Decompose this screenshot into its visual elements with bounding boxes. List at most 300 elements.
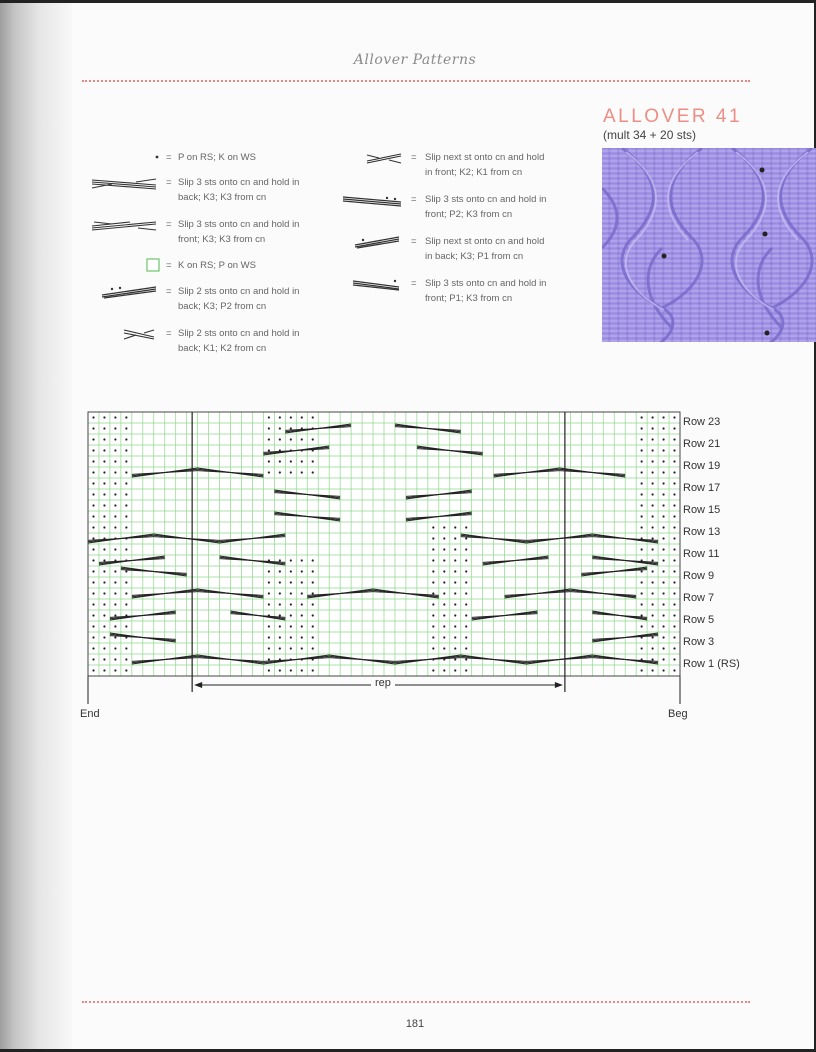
purl-dot bbox=[454, 636, 456, 638]
purl-dot bbox=[301, 581, 303, 583]
purl-dot bbox=[465, 658, 467, 660]
purl-dot bbox=[673, 449, 675, 451]
purl-dot bbox=[125, 570, 127, 572]
purl-dot bbox=[114, 416, 116, 418]
legend-line: back; K3; P2 from cn bbox=[178, 301, 267, 312]
purl-dot bbox=[103, 416, 105, 418]
legend-line: Slip 3 sts onto cn and hold in bbox=[425, 194, 547, 205]
purl-dot bbox=[92, 647, 94, 649]
purl-dot bbox=[268, 581, 270, 583]
purl-dot bbox=[290, 427, 292, 429]
purl-dot bbox=[125, 603, 127, 605]
legend-equals: = bbox=[166, 177, 172, 188]
purl-dot bbox=[125, 416, 127, 418]
purl-dot bbox=[279, 581, 281, 583]
row-label: Row 5 bbox=[683, 614, 715, 626]
purl-dot bbox=[290, 669, 292, 671]
purl-dot bbox=[673, 471, 675, 473]
purl-dot bbox=[641, 647, 643, 649]
purl-dot bbox=[92, 669, 94, 671]
purl-dot bbox=[279, 416, 281, 418]
purl-dot bbox=[312, 614, 314, 616]
purl-dot bbox=[443, 526, 445, 528]
purl-dot bbox=[279, 603, 281, 605]
legend-equals: = bbox=[166, 219, 172, 230]
purl-dot bbox=[651, 460, 653, 462]
purl-dot bbox=[301, 636, 303, 638]
purl-dot bbox=[673, 438, 675, 440]
purl-dot bbox=[125, 647, 127, 649]
purl-dot bbox=[312, 603, 314, 605]
purl-dot bbox=[662, 603, 664, 605]
legend-line: Slip next st onto cn and hold bbox=[425, 236, 545, 247]
purl-dot bbox=[641, 570, 643, 572]
purl-dot bbox=[443, 559, 445, 561]
row-label: Row 1 (RS) bbox=[683, 658, 740, 670]
purl-dot bbox=[125, 515, 127, 517]
legend-line: Slip 2 sts onto cn and hold in bbox=[178, 286, 300, 297]
purl-dot bbox=[125, 504, 127, 506]
purl-dot bbox=[103, 625, 105, 627]
purl-dot bbox=[114, 647, 116, 649]
purl-dot bbox=[465, 647, 467, 649]
purl-dot bbox=[641, 449, 643, 451]
legend-equals: = bbox=[166, 286, 172, 297]
purl-dot bbox=[114, 581, 116, 583]
purl-dot bbox=[443, 570, 445, 572]
purl-dot bbox=[103, 581, 105, 583]
purl-dot bbox=[125, 669, 127, 671]
purl-dot bbox=[432, 526, 434, 528]
purl-dot bbox=[290, 471, 292, 473]
purl-dot bbox=[268, 427, 270, 429]
purl-dot bbox=[673, 570, 675, 572]
purl-dot bbox=[465, 669, 467, 671]
purl-dot bbox=[301, 471, 303, 473]
purl-dot bbox=[92, 504, 94, 506]
purl-dot bbox=[268, 416, 270, 418]
purl-dot bbox=[125, 438, 127, 440]
purl-dot bbox=[92, 570, 94, 572]
legend-line: in front; K2; K1 from cn bbox=[425, 167, 523, 178]
purl-dot bbox=[103, 647, 105, 649]
purl-dot bbox=[662, 592, 664, 594]
purl-dot bbox=[268, 438, 270, 440]
purl-dot bbox=[673, 625, 675, 627]
row-label: Row 9 bbox=[683, 570, 715, 582]
purl-dot bbox=[673, 592, 675, 594]
purl-dot bbox=[662, 438, 664, 440]
purl-dot bbox=[290, 625, 292, 627]
purl-dot bbox=[268, 669, 270, 671]
purl-dot bbox=[290, 614, 292, 616]
purl-dot bbox=[465, 570, 467, 572]
purl-dot bbox=[312, 647, 314, 649]
purl-dot bbox=[301, 614, 303, 616]
purl-dot bbox=[662, 669, 664, 671]
legend-line: Slip 3 sts onto cn and hold in bbox=[425, 278, 547, 289]
purl-dot bbox=[651, 614, 653, 616]
purl-dot bbox=[92, 482, 94, 484]
purl-dot bbox=[279, 427, 281, 429]
legend-line: K on RS; P on WS bbox=[178, 260, 256, 271]
purl-dot bbox=[673, 636, 675, 638]
purl-dot bbox=[432, 647, 434, 649]
purl-dot bbox=[268, 570, 270, 572]
row-label: Row 23 bbox=[683, 416, 721, 428]
purl-dot bbox=[641, 493, 643, 495]
purl-dot bbox=[114, 526, 116, 528]
purl-dot bbox=[651, 482, 653, 484]
purl-dot bbox=[443, 537, 445, 539]
purl-dot bbox=[279, 471, 281, 473]
purl-dot bbox=[662, 493, 664, 495]
purl-dot bbox=[268, 592, 270, 594]
purl-dot bbox=[103, 471, 105, 473]
purl-dot bbox=[92, 625, 94, 627]
purl-dot bbox=[432, 603, 434, 605]
purl-dot bbox=[662, 548, 664, 550]
purl-dot bbox=[103, 449, 105, 451]
purl-dot bbox=[114, 636, 116, 638]
purl-dot bbox=[125, 548, 127, 550]
purl-dot bbox=[673, 427, 675, 429]
purl-dot bbox=[92, 603, 94, 605]
purl-dot bbox=[114, 449, 116, 451]
purl-dot bbox=[103, 482, 105, 484]
purl-dot bbox=[103, 614, 105, 616]
pattern-title: ALLOVER 41 bbox=[603, 106, 743, 127]
purl-dot bbox=[312, 570, 314, 572]
purl-dot bbox=[92, 427, 94, 429]
purl-dot bbox=[432, 592, 434, 594]
legend-line: front; P1; K3 from cn bbox=[425, 293, 513, 304]
purl-dot bbox=[641, 548, 643, 550]
purl-dot bbox=[103, 504, 105, 506]
purl-dot bbox=[641, 482, 643, 484]
purl-dot bbox=[662, 526, 664, 528]
purl-dot bbox=[432, 581, 434, 583]
purl-dot bbox=[465, 592, 467, 594]
purl-dot bbox=[92, 438, 94, 440]
purl-dot bbox=[290, 559, 292, 561]
purl-dot bbox=[662, 416, 664, 418]
purl-dot bbox=[279, 570, 281, 572]
row-label: Row 7 bbox=[683, 592, 715, 604]
purl-dot bbox=[662, 482, 664, 484]
purl-dot bbox=[673, 548, 675, 550]
purl-dot bbox=[651, 647, 653, 649]
purl-dot bbox=[465, 559, 467, 561]
purl-dot bbox=[454, 526, 456, 528]
purl-dot bbox=[651, 526, 653, 528]
purl-dot bbox=[662, 537, 664, 539]
purl-dot bbox=[92, 471, 94, 473]
purl-dot bbox=[641, 526, 643, 528]
purl-dot bbox=[641, 515, 643, 517]
purl-dot bbox=[662, 427, 664, 429]
purl-dot bbox=[301, 625, 303, 627]
purl-dot bbox=[125, 658, 127, 660]
row-label: Row 17 bbox=[683, 482, 721, 494]
purl-dot bbox=[641, 669, 643, 671]
purl-dot bbox=[125, 493, 127, 495]
legend-line: P on RS; K on WS bbox=[178, 152, 256, 163]
purl-dot bbox=[651, 570, 653, 572]
purl-dot bbox=[443, 592, 445, 594]
row-label: Row 21 bbox=[683, 438, 721, 450]
purl-dot bbox=[103, 658, 105, 660]
purl-dot bbox=[651, 658, 653, 660]
purl-dot bbox=[125, 449, 127, 451]
purl-dot bbox=[312, 625, 314, 627]
purl-dot bbox=[92, 559, 94, 561]
purl-dot bbox=[454, 647, 456, 649]
purl-dot bbox=[312, 669, 314, 671]
purl-dot bbox=[454, 658, 456, 660]
purl-dot bbox=[651, 449, 653, 451]
purl-dot bbox=[662, 658, 664, 660]
purl-dot bbox=[125, 581, 127, 583]
purl-dot bbox=[651, 559, 653, 561]
purl-dot bbox=[443, 625, 445, 627]
purl-dot bbox=[290, 438, 292, 440]
purl-dot bbox=[114, 614, 116, 616]
purl-dot bbox=[662, 614, 664, 616]
purl-dot bbox=[662, 471, 664, 473]
row-label: Row 13 bbox=[683, 526, 721, 538]
purl-dot bbox=[125, 427, 127, 429]
chart-grid bbox=[88, 412, 680, 676]
purl-dot bbox=[454, 559, 456, 561]
purl-dot bbox=[92, 515, 94, 517]
purl-dot bbox=[92, 449, 94, 451]
purl-dot bbox=[114, 482, 116, 484]
end-label: End bbox=[80, 708, 100, 720]
page-number: 181 bbox=[405, 1018, 425, 1030]
purl-dot bbox=[92, 658, 94, 660]
purl-dot bbox=[279, 592, 281, 594]
purl-dot bbox=[279, 669, 281, 671]
purl-dot bbox=[279, 636, 281, 638]
purl-dot bbox=[312, 416, 314, 418]
purl-dot bbox=[662, 504, 664, 506]
purl-dot bbox=[312, 460, 314, 462]
purl-dot bbox=[312, 438, 314, 440]
purl-dot bbox=[465, 625, 467, 627]
purl-dot bbox=[103, 427, 105, 429]
purl-dot bbox=[103, 460, 105, 462]
purl-dot bbox=[432, 548, 434, 550]
purl-dot bbox=[268, 625, 270, 627]
purl-dot bbox=[641, 504, 643, 506]
legend-equals: = bbox=[411, 152, 417, 163]
purl-dot bbox=[92, 526, 94, 528]
purl-dot bbox=[641, 438, 643, 440]
purl-dot bbox=[443, 669, 445, 671]
purl-dot bbox=[114, 427, 116, 429]
purl-dot bbox=[279, 559, 281, 561]
purl-dot bbox=[651, 669, 653, 671]
purl-dot bbox=[125, 471, 127, 473]
purl-dot bbox=[651, 636, 653, 638]
legend-equals: = bbox=[166, 152, 172, 163]
purl-dot bbox=[114, 460, 116, 462]
purl-dot bbox=[125, 482, 127, 484]
row-label: Row 15 bbox=[683, 504, 721, 516]
purl-dot bbox=[641, 614, 643, 616]
purl-dot bbox=[454, 537, 456, 539]
legend-equals: = bbox=[166, 328, 172, 339]
purl-dot bbox=[673, 581, 675, 583]
purl-dot bbox=[443, 647, 445, 649]
purl-dot bbox=[641, 460, 643, 462]
row-label: Row 19 bbox=[683, 460, 721, 472]
purl-dot bbox=[454, 548, 456, 550]
purl-dot bbox=[662, 647, 664, 649]
repeat-arrowhead-left bbox=[194, 682, 202, 688]
purl-dot bbox=[301, 416, 303, 418]
purl-dot bbox=[114, 603, 116, 605]
purl-dot bbox=[103, 438, 105, 440]
purl-dot bbox=[301, 570, 303, 572]
purl-dot bbox=[312, 581, 314, 583]
purl-dot bbox=[92, 614, 94, 616]
purl-dot bbox=[268, 471, 270, 473]
purl-dot bbox=[312, 592, 314, 594]
purl-dot bbox=[92, 592, 94, 594]
purl-dot bbox=[92, 537, 94, 539]
legend-equals: = bbox=[411, 236, 417, 247]
purl-dot bbox=[673, 647, 675, 649]
purl-dot bbox=[301, 438, 303, 440]
purl-dot bbox=[673, 537, 675, 539]
purl-dot bbox=[465, 636, 467, 638]
purl-dot bbox=[279, 460, 281, 462]
purl-dot bbox=[641, 427, 643, 429]
purl-dot bbox=[651, 548, 653, 550]
legend-line: in back; K3; P1 from cn bbox=[425, 251, 524, 262]
purl-dot bbox=[114, 438, 116, 440]
purl-dot bbox=[662, 636, 664, 638]
purl-dot bbox=[312, 559, 314, 561]
legend-line: Slip next st onto cn and hold bbox=[425, 152, 545, 163]
purl-dot bbox=[454, 603, 456, 605]
purl-dot bbox=[673, 515, 675, 517]
purl-dot bbox=[279, 438, 281, 440]
purl-dot bbox=[673, 460, 675, 462]
purl-dot bbox=[673, 416, 675, 418]
purl-dot bbox=[651, 537, 653, 539]
purl-dot bbox=[268, 460, 270, 462]
purl-dot bbox=[301, 669, 303, 671]
purl-dot bbox=[268, 603, 270, 605]
purl-dot bbox=[432, 669, 434, 671]
purl-dot bbox=[103, 559, 105, 561]
purl-dot bbox=[125, 592, 127, 594]
purl-dot bbox=[673, 482, 675, 484]
purl-dot bbox=[651, 493, 653, 495]
purl-dot bbox=[662, 460, 664, 462]
purl-dot bbox=[301, 603, 303, 605]
purl-dot bbox=[641, 581, 643, 583]
purl-dot bbox=[92, 460, 94, 462]
purl-dot bbox=[641, 603, 643, 605]
purl-dot bbox=[673, 614, 675, 616]
purl-dot bbox=[432, 537, 434, 539]
purl-dot bbox=[641, 471, 643, 473]
purl-dot bbox=[103, 548, 105, 550]
purl-dot bbox=[268, 636, 270, 638]
purl-dot bbox=[454, 570, 456, 572]
purl-dot bbox=[673, 493, 675, 495]
purl-dot bbox=[125, 625, 127, 627]
pattern-multiple: (mult 34 + 20 sts) bbox=[603, 128, 697, 142]
purl-dot bbox=[103, 636, 105, 638]
beg-label: Beg bbox=[668, 708, 688, 720]
purl-dot bbox=[268, 658, 270, 660]
purl-dot bbox=[673, 504, 675, 506]
purl-dot bbox=[279, 647, 281, 649]
purl-dot bbox=[103, 570, 105, 572]
purl-dot bbox=[662, 625, 664, 627]
purl-dot bbox=[673, 526, 675, 528]
purl-dot bbox=[114, 592, 116, 594]
purl-dot bbox=[103, 592, 105, 594]
purl-dot bbox=[651, 581, 653, 583]
purl-dot bbox=[673, 658, 675, 660]
legend-line: Slip 3 sts onto cn and hold in bbox=[178, 177, 300, 188]
purl-dot bbox=[454, 592, 456, 594]
purl-dot bbox=[125, 460, 127, 462]
purl-dot bbox=[662, 449, 664, 451]
purl-dot bbox=[432, 570, 434, 572]
purl-dot bbox=[651, 603, 653, 605]
purl-dot bbox=[103, 515, 105, 517]
purl-dot bbox=[125, 526, 127, 528]
purl-dot bbox=[312, 471, 314, 473]
legend-line: front; P2; K3 from cn bbox=[425, 209, 513, 220]
purl-dot bbox=[662, 515, 664, 517]
purl-dot bbox=[114, 493, 116, 495]
repeat-arrowhead-right bbox=[555, 682, 563, 688]
purl-dot bbox=[651, 515, 653, 517]
purl-dot bbox=[673, 669, 675, 671]
purl-dot bbox=[290, 581, 292, 583]
purl-dot bbox=[651, 471, 653, 473]
purl-dot bbox=[268, 647, 270, 649]
purl-dot bbox=[114, 515, 116, 517]
purl-dot bbox=[641, 625, 643, 627]
purl-dot bbox=[651, 625, 653, 627]
purl-dot bbox=[92, 548, 94, 550]
purl-dot bbox=[92, 581, 94, 583]
running-head: Allover Patterns bbox=[353, 52, 477, 68]
legend-line: Slip 2 sts onto cn and hold in bbox=[178, 328, 300, 339]
purl-dot bbox=[114, 570, 116, 572]
legend-line: back; K1; K2 from cn bbox=[178, 343, 267, 354]
purl-dot bbox=[651, 427, 653, 429]
purl-dot bbox=[432, 625, 434, 627]
purl-dot bbox=[92, 416, 94, 418]
purl-dot bbox=[465, 526, 467, 528]
purl-dot bbox=[290, 603, 292, 605]
purl-dot bbox=[443, 636, 445, 638]
purl-dot bbox=[279, 625, 281, 627]
purl-dot bbox=[641, 416, 643, 418]
purl-dot bbox=[114, 625, 116, 627]
purl-dot bbox=[92, 493, 94, 495]
